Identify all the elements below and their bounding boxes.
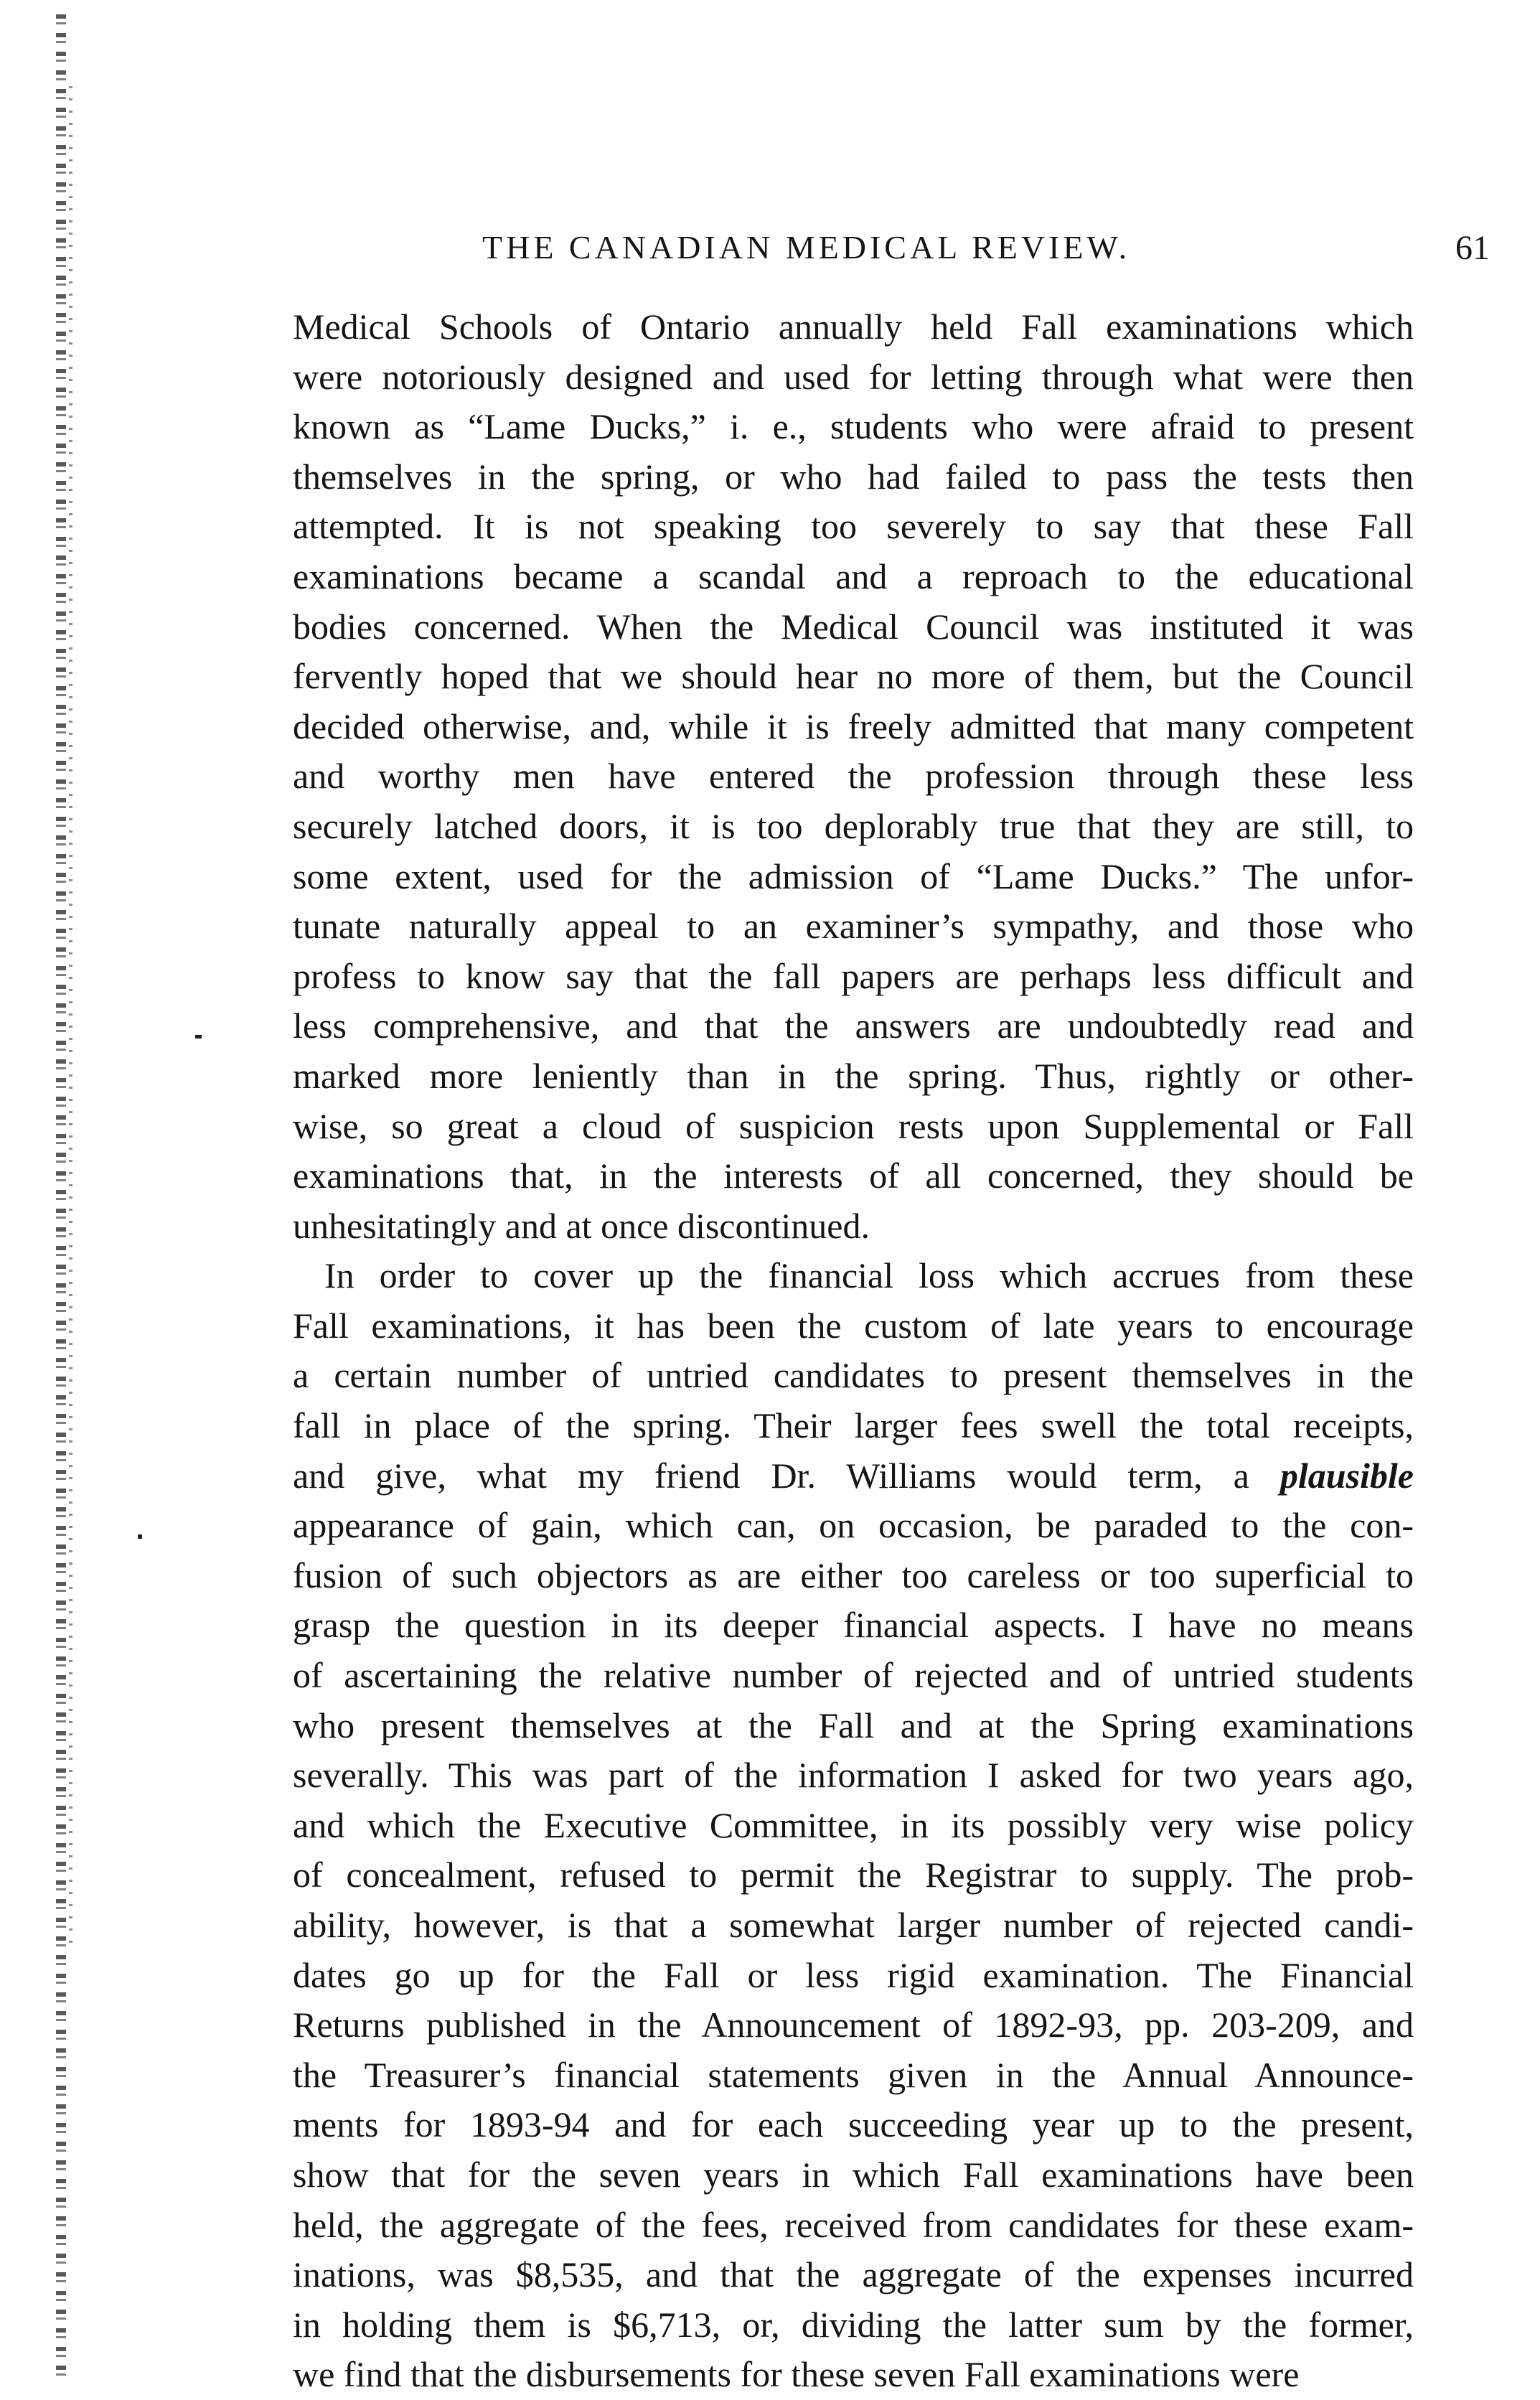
text-line xyxy=(293,1301,1414,1351)
paragraph xyxy=(293,302,1414,1251)
text-line-content: Fall examinations, it has been the custom of late years to encourage xyxy=(293,1305,1414,1346)
text-line-content: fusion of such objectors as are either too careless or too superficial to xyxy=(293,1555,1414,1595)
scanned-binding-edge xyxy=(56,14,66,2383)
text-line-content: ments for 1893-94 and for each succeeding year up to the present, xyxy=(293,2104,1414,2145)
text-line xyxy=(293,2300,1414,2350)
text-line xyxy=(293,1151,1414,1201)
text-line xyxy=(293,802,1414,852)
paragraph xyxy=(293,1251,1414,2400)
text-line-content: themselves in the spring, or who had failed to pass the tests then xyxy=(293,456,1414,497)
text-line xyxy=(293,552,1414,602)
page-number: 61 xyxy=(1455,229,1490,267)
text-line xyxy=(293,702,1414,752)
text-line-content: and worthy men have entered the profession through these less xyxy=(293,756,1414,797)
text-line xyxy=(293,2100,1414,2150)
text-line xyxy=(293,1951,1414,2001)
running-title: THE CANADIAN MEDICAL REVIEW. xyxy=(482,229,1131,266)
text-line-content: less comprehensive, and that the answers are undoubtedly read and xyxy=(293,1006,1414,1046)
text-line xyxy=(293,1900,1414,1951)
text-line-content: decided otherwise, and, while it is freely admitted that many competent xyxy=(293,706,1414,746)
text-line-content: and give, what my friend Dr. Williams would term, a xyxy=(293,1455,1249,1496)
text-line xyxy=(293,852,1414,902)
text-line-content: held, the aggregate of the fees, received from candidates for these exam- xyxy=(293,2204,1414,2245)
text-line xyxy=(293,1701,1414,1751)
text-line-content: examinations became a scandal and a reproach to the educational xyxy=(293,556,1414,596)
text-line xyxy=(293,1351,1414,1401)
text-line-content: marked more leniently than in the spring. Thus, rightly or other- xyxy=(293,1055,1414,1096)
text-line xyxy=(293,452,1414,502)
text-line-content: some extent, used for the admission of “Lame Ducks.” The unfor- xyxy=(293,856,1414,896)
text-line-content: examinations that, in the interests of all concerned, they should be xyxy=(293,1156,1414,1196)
text-line xyxy=(293,302,1414,352)
text-line-content: the Treasurer’s financial statements given in the Annual Announce- xyxy=(293,2054,1414,2095)
text-line-content: of concealment, refused to permit the Registrar to supply. The prob- xyxy=(293,1855,1414,1895)
text-line xyxy=(293,352,1414,403)
scanned-binding-edge xyxy=(69,86,72,1952)
text-line-content: securely latched doors, it is too deplorably true that they are still, to xyxy=(293,805,1414,846)
text-line xyxy=(293,1451,1414,1501)
text-line xyxy=(293,901,1414,952)
text-line-content: wise, so great a cloud of suspicion rests upon Supplemental or Fall xyxy=(293,1105,1414,1146)
text-line xyxy=(293,1850,1414,1900)
text-line-content: unhesitatingly and at once discontinued. xyxy=(293,1205,870,1246)
text-line-content: of ascertaining the relative number of rejected and of untried students xyxy=(293,1655,1414,1696)
text-line-content: tunate naturally appeal to an examiner’s sympathy, and those who xyxy=(293,906,1414,947)
text-line-content: in holding them is $6,713, or, dividing the latter sum by the former, xyxy=(293,2304,1414,2345)
text-line-content: were notoriously designed and used for letting through what were then xyxy=(293,356,1414,397)
text-line xyxy=(293,1551,1414,1601)
text-line-content: In order to cover up the financial loss which accrues from these xyxy=(324,1255,1414,1296)
page-header xyxy=(482,228,1501,278)
text-line xyxy=(293,1102,1414,1152)
body-text xyxy=(293,302,1414,2400)
text-line xyxy=(293,952,1414,1002)
text-line xyxy=(293,2150,1414,2200)
text-line xyxy=(293,652,1414,702)
text-line-content: grasp the question in its deeper financial aspects. I have no means xyxy=(293,1605,1414,1646)
text-line xyxy=(293,1051,1414,1102)
text-line-content: ability, however, is that a somewhat larger number of rejected candi- xyxy=(293,1905,1414,1945)
text-line-content: Medical Schools of Ontario annually held Fall examinations which xyxy=(293,306,1414,347)
text-line xyxy=(293,1401,1414,1451)
text-line xyxy=(293,402,1414,452)
text-line xyxy=(293,1651,1414,1701)
text-line-content: fervently hoped that we should hear no more of them, but the Council xyxy=(293,656,1414,697)
text-line-content: show that for the seven years in which Fall examinations have been xyxy=(293,2154,1414,2195)
text-line xyxy=(293,1750,1414,1801)
text-line-content: a certain number of untried candidates to present themselves in the xyxy=(293,1355,1414,1396)
scan-speck xyxy=(195,1035,202,1039)
text-line-content: Returns published in the Announcement of 1892-93, pp. 203-209, and xyxy=(293,2005,1414,2045)
scan-speck xyxy=(138,1534,142,1539)
text-line-content: we find that the disbursements for these seven Fall examinations were xyxy=(293,2354,1300,2395)
text-line xyxy=(293,602,1414,652)
text-line-content: attempted. It is not speaking too severely to say that these Fall xyxy=(293,506,1414,547)
text-line xyxy=(293,1501,1414,1551)
text-line-content: profess to know say that the fall papers are perhaps less difficult and xyxy=(293,955,1414,996)
text-line xyxy=(293,1251,1414,1301)
text-line-content: and which the Executive Committee, in its possibly very wise policy xyxy=(293,1804,1414,1845)
text-line xyxy=(293,1801,1414,1851)
text-line-content: appearance of gain, which can, on occasion, be paraded to the con- xyxy=(293,1505,1414,1546)
text-line-content: known as “Lame Ducks,” i. e., students who were afraid to present xyxy=(293,406,1414,447)
text-line-content: who present themselves at the Fall and at the Spring examinations xyxy=(293,1705,1414,1745)
text-line xyxy=(293,502,1414,552)
text-line-content: dates go up for the Fall or less rigid examination. The Financial xyxy=(293,1954,1414,1995)
text-line xyxy=(293,2000,1414,2050)
text-line-content: fall in place of the spring. Their larger fees swell the total receipts, xyxy=(293,1405,1414,1446)
text-line xyxy=(293,2050,1414,2101)
text-line xyxy=(293,2250,1414,2300)
text-line xyxy=(293,1600,1414,1651)
text-line-content: bodies concerned. When the Medical Council was instituted it was xyxy=(293,606,1414,647)
text-line xyxy=(293,1001,1414,1051)
text-line-content: severally. This was part of the information I asked for two years ago, xyxy=(293,1755,1414,1796)
italic-word: plausible xyxy=(1280,1455,1414,1496)
text-line xyxy=(293,2350,1414,2400)
text-line-content: inations, was $8,535, and that the aggregate of the expenses incurred xyxy=(293,2254,1414,2295)
text-line xyxy=(293,2200,1414,2251)
text-line xyxy=(293,1201,1414,1252)
text-line xyxy=(293,751,1414,802)
